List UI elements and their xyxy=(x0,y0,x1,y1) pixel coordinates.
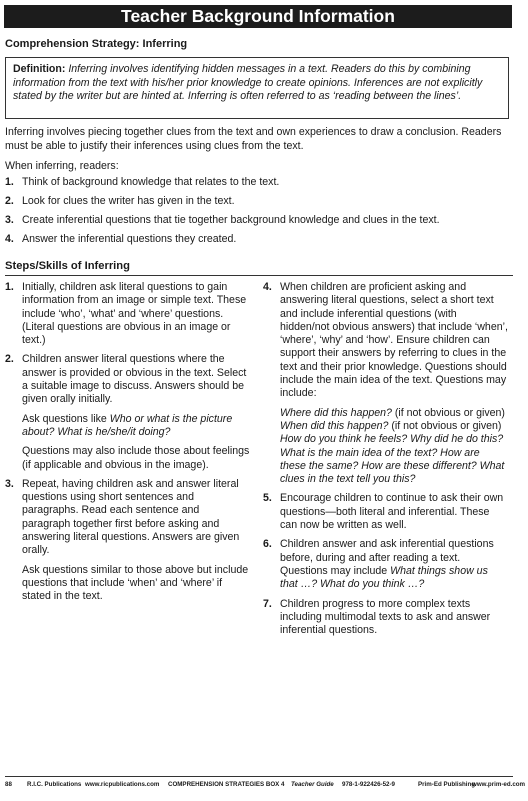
list-item xyxy=(5,233,513,252)
step-text-prefix: Ask questions like xyxy=(22,412,110,425)
step-text xyxy=(280,538,508,591)
list-item xyxy=(5,214,513,233)
page-title: Teacher Background Information xyxy=(4,5,512,28)
list-text: Create inferential questions that tie together background knowledge and clues in the text. xyxy=(22,214,440,226)
step-number: 1. xyxy=(5,281,14,293)
step-text: When children are proficient asking and answering literal questions, select a short text and include inferential questions (with hidden/not obvious answers) that include ‘when’, ‘where’, ‘why’ and ‘how’. Ensure children can support their answers by referring to clues in the text and their prior knowledge. Questions should include the main idea of the text. Questions may include: xyxy=(280,281,508,400)
step-italic-question: Where did this happen? xyxy=(280,406,392,419)
footer-guide: Teacher Guide xyxy=(291,781,334,788)
step-number: 6. xyxy=(263,538,272,551)
intro-paragraph: Inferring involves piecing together clues from the text and own experiences to draw a conclusion. Readers must be able to justify their inferences using clues from the text. xyxy=(5,126,502,152)
step-italic-questions: Who or what is the picture about? What is he/she/it doing? xyxy=(22,412,233,438)
step-number: 4. xyxy=(263,281,272,293)
step-number: 2. xyxy=(5,353,14,366)
list-item xyxy=(5,176,513,195)
list-number: 4. xyxy=(5,233,14,245)
list-text: Think of background knowledge that relates to the text. xyxy=(22,176,280,188)
footer-divider xyxy=(5,776,513,777)
footer-isbn: 978-1-922426-52-9 xyxy=(342,781,395,788)
reader-steps-list xyxy=(5,176,513,252)
step-example-questions xyxy=(280,407,508,487)
steps-left-column xyxy=(5,281,250,610)
definition-label: Definition: xyxy=(13,63,66,75)
steps-right-column xyxy=(263,281,508,643)
page-number: 88 xyxy=(5,781,12,788)
step-note: Ask questions similar to those above but include questions that include ‘when’ and ‘where’ if stated in the text. xyxy=(22,563,249,603)
list-text: Look for clues the writer has given in the text. xyxy=(22,195,235,207)
definition-box xyxy=(5,57,509,119)
step-number: 3. xyxy=(5,477,14,490)
step-5 xyxy=(263,492,508,532)
step-text-fragment: (if not obvious or given) xyxy=(388,419,502,432)
step-italic-question: When did this happen? xyxy=(280,419,389,432)
step-text: Children answer literal questions where the answer is provided or obvious in the text. Select a suitable image to discuss. Answers should be given orally initially. xyxy=(22,353,247,406)
footer-publisher-2: Prim-Ed Publishing xyxy=(418,781,476,788)
footer-publisher: R.I.C. Publications xyxy=(27,781,82,788)
step-number: 7. xyxy=(263,597,272,610)
when-inferring-text: When inferring, readers: xyxy=(5,160,119,172)
step-example-questions xyxy=(22,413,250,440)
heading-divider xyxy=(5,275,513,276)
step-text: Repeat, having children ask and answer literal questions using short sentences and paragraphs. Read each sentence and paragraph together first before asking and answering literal questions. Answers are given orally. xyxy=(22,477,240,557)
footer-book-title: COMPREHENSION STRATEGIES BOX 4 xyxy=(168,781,285,788)
footer-url-2: www.prim-ed.com xyxy=(472,781,526,788)
step-italic-question: How do you think he feels? Why did he do this? What is the main idea of the text? How are these the same? How are these different? What clues in the text tell you this? xyxy=(280,433,505,486)
step-6 xyxy=(263,538,508,591)
definition-text: Inferring involves identifying hidden messages in a text. Readers do this by combining information from the text with his/her prior knowledge to create opinions. Inferences are not explicitly stated by the writer but are hinted at. Inferring is often referred to as ‘reading between the lines’. xyxy=(13,63,483,102)
step-2 xyxy=(5,353,250,471)
footer-url: www.ricpublications.com xyxy=(85,781,160,788)
step-note: Questions may also include those about feelings (if applicable and obvious in the image). xyxy=(22,445,250,471)
list-item xyxy=(5,195,513,214)
list-text: Answer the inferential questions they created. xyxy=(22,233,237,245)
step-3 xyxy=(5,478,250,604)
steps-heading: Steps/Skills of Inferring xyxy=(5,260,130,272)
step-4 xyxy=(263,281,508,486)
strategy-heading: Comprehension Strategy: Inferring xyxy=(5,38,188,50)
step-text: Children progress to more complex texts including multimodal texts to ask and answer inferential questions. xyxy=(280,597,491,637)
step-text: Initially, children ask literal questions to gain information from an image or simple text. These include ‘who’, ‘what’ and ‘where’ questions. (Literal questions are obvious in an image or text.) xyxy=(22,281,247,347)
list-number: 2. xyxy=(5,195,14,207)
step-text: Encourage children to continue to ask their own questions—both literal and inferential. These can now be written as well. xyxy=(280,492,504,532)
step-7 xyxy=(263,598,508,638)
step-italic-question: What things show us that …? What do you think …? xyxy=(280,564,488,591)
step-text-fragment: (if not obvious or given) xyxy=(391,406,505,419)
step-number: 5. xyxy=(263,492,272,505)
step-text-main: Children answer and ask inferential questions before, during and after reading a text. Questions may include xyxy=(280,538,494,577)
step-1 xyxy=(5,281,250,347)
list-number: 1. xyxy=(5,176,14,188)
list-number: 3. xyxy=(5,214,14,226)
